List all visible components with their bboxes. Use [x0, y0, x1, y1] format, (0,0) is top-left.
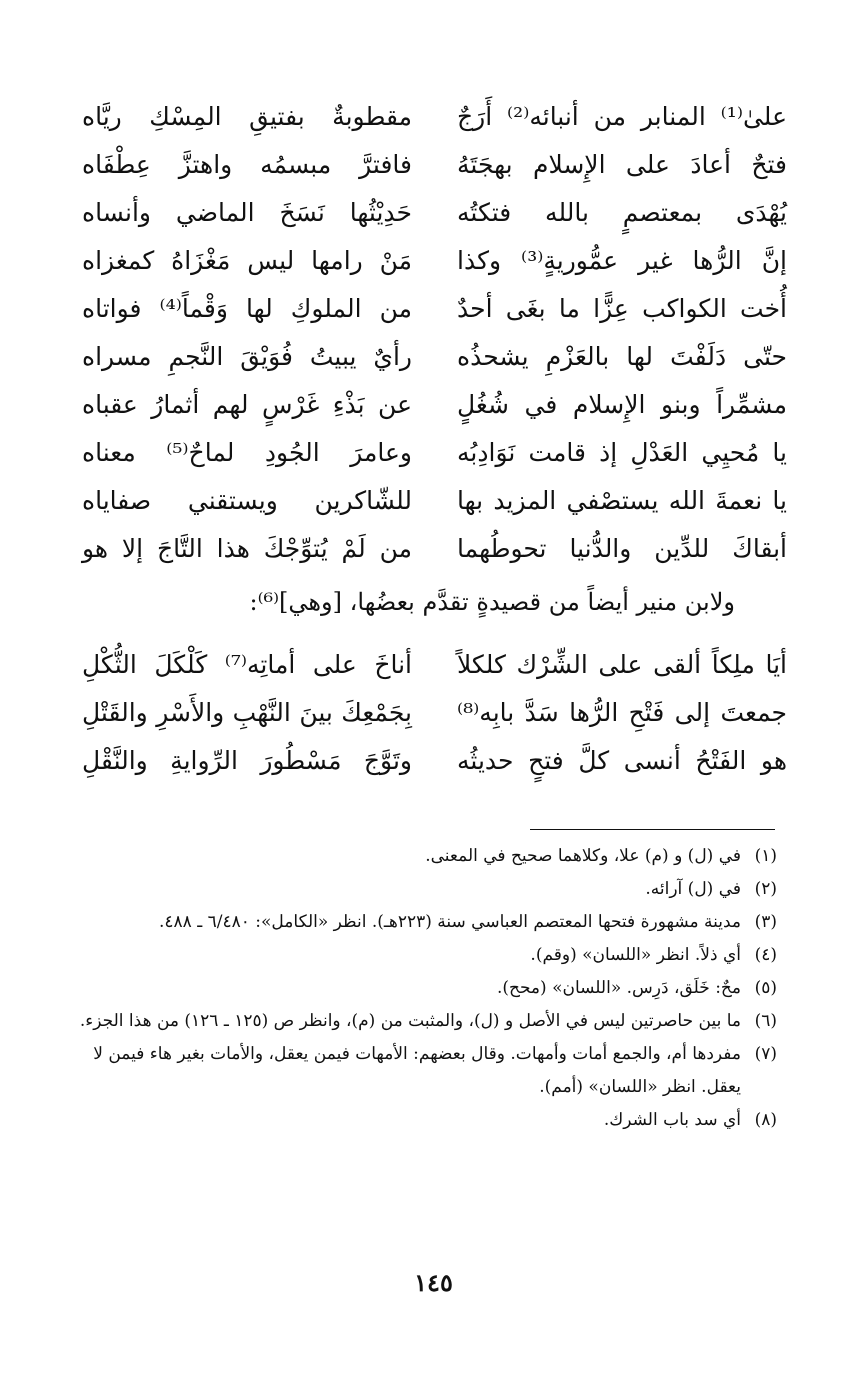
- footnote-number: (٣): [754, 912, 777, 932]
- verse-line: [82, 140, 787, 188]
- footnote-number: (٤): [754, 945, 777, 965]
- footnote: [72, 1038, 777, 1104]
- hemistich-right: أبقاكَ للدِّين والدُّنيا تحوطُهما: [457, 533, 787, 563]
- footnote-text: في (ل) و (م) علا، وكلاهما صحيح في المعنى.: [425, 846, 741, 866]
- hemistich-right: يا مُحيِي العَدْلِ إذ قامت نَوَادِبُه: [457, 437, 787, 467]
- hemistich-left: مَنْ رامها ليس مَغْزَاهُ كمغزاه: [82, 245, 412, 275]
- footnote-text: مدينة مشهورة فتحها المعتصم العباسي سنة (٢٢٣هـ). انظر «الكامل»: ٦/٤٨٠ ـ ٤٨٨.: [159, 912, 741, 932]
- verse-line: [82, 332, 787, 380]
- poem-verses-1: [82, 92, 787, 572]
- footnote: [72, 939, 777, 972]
- footnote: [72, 840, 777, 873]
- hemistich-right: فتحٌ أعادَ على الإِسلام بهجَتَهُ: [457, 149, 787, 179]
- footnote-number: (٥): [754, 978, 777, 998]
- footnote: [72, 972, 777, 1005]
- footnote-number: (٢): [754, 879, 777, 899]
- hemistich-right: يا نعمةَ الله يستصْفي المزيد بها: [457, 485, 787, 515]
- verse-line: [82, 428, 787, 476]
- footnote: [72, 1104, 777, 1137]
- footnote-text: مفردها أم، والجمع أمات وأمهات. وقال بعضهم: الأمهات فيمن يعقل، والأمات بغير هاء فيمن لا يعقل. انظر «اللسان» (أمم).: [93, 1044, 741, 1097]
- poem-intro: ولابن منير أيضاً من قصيدةٍ تقدَّم بعضُها، [وهي]⁽⁶⁾:: [249, 588, 735, 616]
- hemistich-left: مقطوبةٌ بفتيقِ المِسْكِ ريَّاه: [82, 101, 412, 131]
- verse-line: [82, 736, 787, 784]
- footnote: [72, 1005, 777, 1038]
- verse-line: [82, 640, 787, 688]
- hemistich-left: للشّاكرين ويستقني صفاياه: [82, 485, 412, 515]
- hemistich-right: جمعتَ إلى فَتْحِ الرُّها سَدَّ بابِه⁽⁸⁾: [457, 697, 787, 727]
- footnote-separator: [530, 829, 775, 830]
- hemistich-right: هو الفَتْحُ أنسى كلَّ فتحٍ حديثُه: [457, 745, 787, 775]
- hemistich-left: أناخَ على أماتِه⁽⁷⁾ كَلْكَلَ الثُّكْلِ: [82, 649, 412, 679]
- verse-line: [82, 380, 787, 428]
- page-number: ١٤٥: [414, 1268, 453, 1297]
- verse-line: [82, 284, 787, 332]
- hemistich-right: علىٰ⁽¹⁾ المنابر من أنبائه⁽²⁾ أَرَجٌ: [457, 101, 787, 131]
- footnote-text: أي ذلاً. انظر «اللسان» (وقم).: [530, 945, 741, 965]
- hemistich-right: مشمِّراً وبنو الإِسلام في شُغُلٍ: [457, 389, 787, 419]
- hemistich-left: من لَمْ يُتوِّجْكَ هذا التَّاجَ إلا هو: [82, 533, 412, 563]
- footnote-text: ما بين حاصرتين ليس في الأصل و (ل)، والمثبت من (م)، وانظر ص (١٢٥ ـ ١٢٦) من هذا الجزء.: [79, 1011, 741, 1031]
- footnote-text: في (ل) آرائه.: [645, 879, 741, 899]
- hemistich-right: أيَا ملِكاً ألقى على الشِّرْك كلكلاً: [457, 649, 787, 679]
- hemistich-right: يُهْدَى بمعتصمٍ بالله فتكتُه: [457, 197, 787, 227]
- footnote-number: (٦): [754, 1011, 777, 1031]
- footnote-number: (٨): [754, 1110, 777, 1130]
- hemistich-right: حتّى دَلَفْتَ لها بالعَزْمِ يشحذُه: [457, 341, 787, 371]
- verse-line: [82, 236, 787, 284]
- hemistich-left: بِجَمْعِكَ بينَ النَّهْبِ والأَسْرِ والقَتْلِ: [82, 697, 412, 727]
- footnotes: [72, 840, 777, 1137]
- hemistich-right: إنَّ الرُّها غير عمُّوريةٍ⁽³⁾ وكذا: [457, 245, 787, 275]
- verse-line: [82, 92, 787, 140]
- footnote-text: محٌ: خَلَق، دَرِس. «اللسان» (محح).: [496, 978, 741, 998]
- footnote-number: (١): [754, 846, 777, 866]
- hemistich-left: وعامرَ الجُودِ لماحٌ⁽⁵⁾ معناه: [82, 437, 412, 467]
- poem-verses-2: [82, 640, 787, 784]
- hemistich-left: فافترَّ مبسمُه واهتزَّ عِطْفَاه: [82, 149, 412, 179]
- hemistich-left: رأيٌ يبيتُ فُوَيْقَ النَّجمِ مسراه: [82, 341, 412, 371]
- hemistich-left: وتَوَّجَ مَسْطُورَ الرِّوايةِ والنَّقْلِ: [82, 745, 412, 775]
- hemistich-left: عن بَذْءِ غَرْسٍ لهم أثمارُ عقباه: [82, 389, 412, 419]
- hemistich-left: حَدِيْثُها نَسَخَ الماضي وأنساه: [82, 197, 412, 227]
- verse-line: [82, 524, 787, 572]
- verse-line: [82, 688, 787, 736]
- hemistich-left: من الملوكِ لها وَقْماً⁽⁴⁾ فواتاه: [82, 293, 412, 323]
- footnote-text: أي سد باب الشرك.: [603, 1110, 741, 1130]
- hemistich-right: أُخت الكواكب عِزًّا ما بغَى أحدٌ: [457, 293, 787, 323]
- footnote: [72, 873, 777, 906]
- footnote: [72, 906, 777, 939]
- footnote-number: (٧): [754, 1044, 777, 1064]
- verse-line: [82, 476, 787, 524]
- verse-line: [82, 188, 787, 236]
